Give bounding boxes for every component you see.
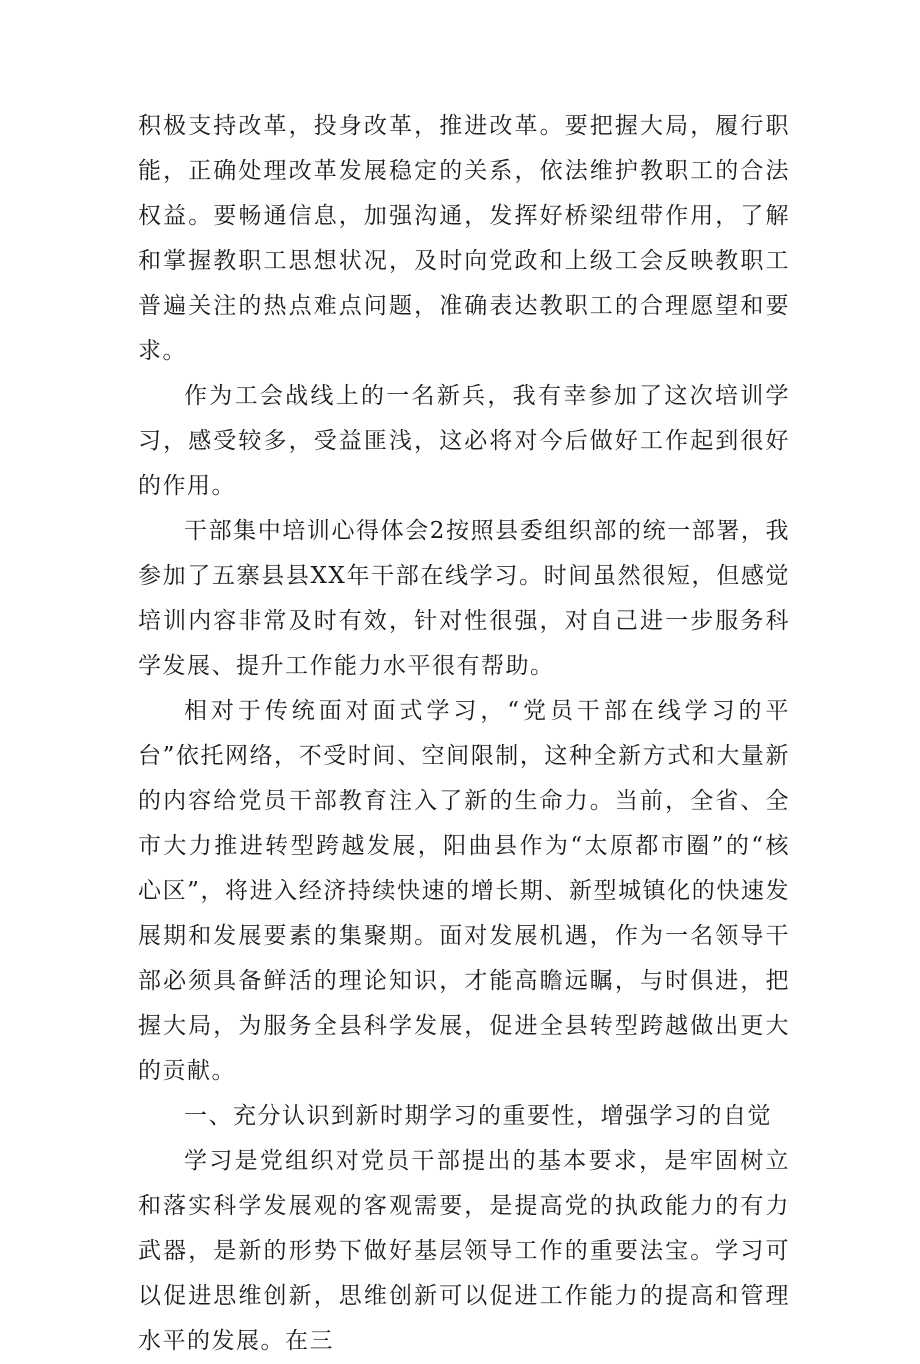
paragraph: 干部集中培训心得体会2按照县委组织部的统一部署，我参加了五寨县县XX年干部在线学习。时间虽然很短，但感觉培训内容非常及时有效，针对性很强，对自己进一步服务科学发展、提升工作能力水平很有帮助。 <box>138 518 790 679</box>
paragraph-continuation: 积极支持改革，投身改革，推进改革。要把握大局，履行职能，正确处理改革发展稳定的关系，依法维护教职工的合法权益。要畅通信息，加强沟通，发挥好桥梁纽带作用，了解和掌握教职工思想状况，及时向党政和上级工会反映教职工普遍关注的热点难点问题，准确表达教职工的合理愿望和要求。 <box>138 113 790 364</box>
paragraph: 学习是党组织对党员干部提出的基本要求，是牢固树立和落实科学发展观的客观需要，是提高党的执政能力的有力武器，是新的形势下做好基层领导工作的重要法宝。学习可以促进思维创新，思维创新可以促进工作能力的提高和管理水平的发展。在三 <box>138 1148 790 1354</box>
paragraph: 作为工会战线上的一名新兵，我有幸参加了这次培训学习，感受较多，受益匪浅，这必将对今后做好工作起到很好的作用。 <box>138 383 790 499</box>
section-heading: 一、充分认识到新时期学习的重要性，增强学习的自觉 <box>184 1103 772 1129</box>
paragraph: 相对于传统面对面式学习，“党员干部在线学习的平台”依托网络，不受时间、空间限制，这种全新方式和大量新的内容给党员干部教育注入了新的生命力。当前，全省、全市大力推进转型跨越发展，阳曲县作为“太原都市圈”的“核心区”，将进入经济持续快速的增长期、新型城镇化的快速发展期和发展要素的集聚期。面对发展机遇，作为一名领导干部必须具备鲜活的理论知识，才能高瞻远瞩，与时俱进，把握大局，为服务全县科学发展，促进全县转型跨越做出更大的贡献。 <box>138 698 790 1084</box>
document-body <box>138 104 790 1364</box>
